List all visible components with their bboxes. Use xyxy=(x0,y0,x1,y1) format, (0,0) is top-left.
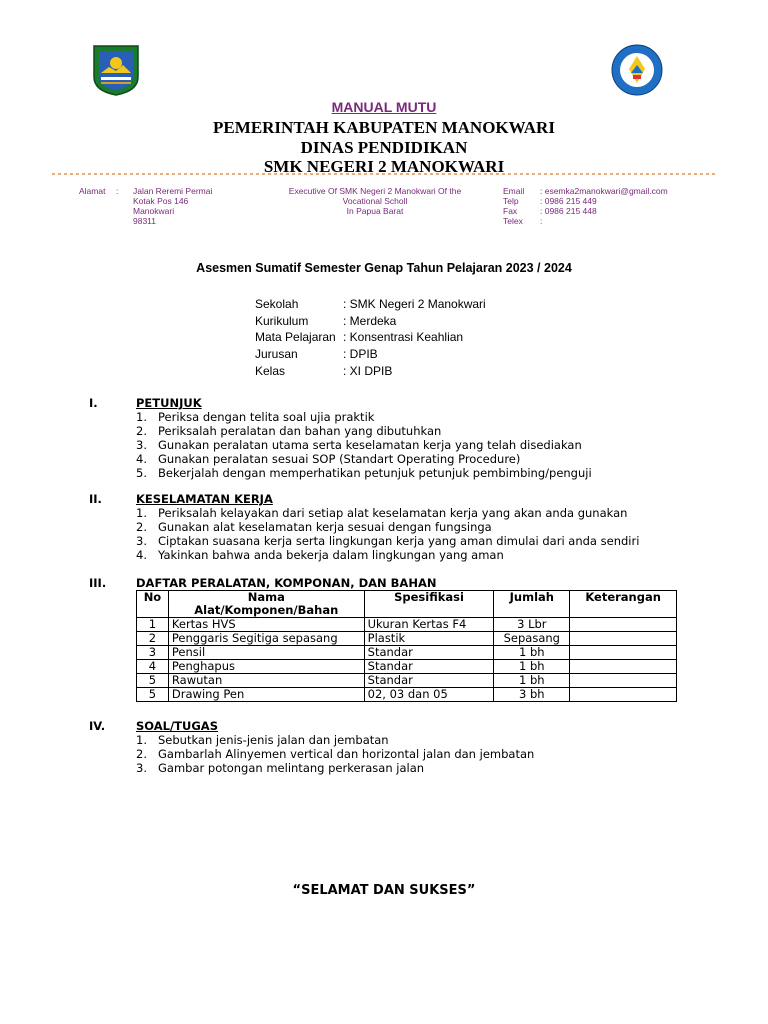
header-department: DINAS PENDIDIKAN xyxy=(300,138,468,157)
list-item: 1. Periksalah kelayakan dari setiap alat keselamatan kerja yang akan anda gunakan xyxy=(136,506,628,520)
info-row: Jurusan : DPIB xyxy=(255,347,378,362)
address-center: Executive Of SMK Negeri 2 Manokwari Of the Vocational Scholl In Papua Barat xyxy=(288,186,462,216)
table-header-row xyxy=(137,591,677,618)
col-header-jumlah: Jumlah xyxy=(494,591,570,618)
table-row: 3 Pensil Standar 1 bh xyxy=(137,646,677,660)
list-item: 1. Sebutkan jenis-jenis jalan dan jembatan xyxy=(136,733,389,747)
address-colon: : xyxy=(116,186,119,196)
table-row: 2 Penggaris Segitiga sepasang Plastik Sepasang xyxy=(137,632,677,646)
list-item: 5. Bekerjalah dengan memperhatikan petunjuk petunjuk pembimbing/penguji xyxy=(136,466,592,480)
contact-labels: Email Telp Fax Telex xyxy=(503,186,525,226)
header-divider xyxy=(52,172,718,176)
exam-info xyxy=(255,297,486,380)
list-item: 4. Yakinkan bahwa anda bekerja dalam lingkungan yang aman xyxy=(136,548,504,562)
list-item: 3. Gunakan peralatan utama serta keselamatan kerja yang telah disediakan xyxy=(136,438,582,452)
list-item: 1. Periksa dengan telita soal ujia praktik xyxy=(136,410,375,424)
table-row: 1 Kertas HVS Ukuran Kertas F4 3 Lbr xyxy=(137,618,677,632)
info-row: Kurikulum : Merdeka xyxy=(255,313,397,328)
section-soal-tugas: IV. SOAL/TUGAS 1. Sebutkan jenis-jenis jalan dan jembatan 2. Gambarlah Alinyemen vertical dan horizontal jalan dan jembatan 3. Gambar potongan melintang perkerasan jalan xyxy=(89,719,535,775)
list-item: 2. Gunakan alat keselamatan kerja sesuai dengan fungsinga xyxy=(136,520,492,534)
list-item: 3. Ciptakan suasana kerja serta lingkungan kerja yang aman dimulai dari anda sendiri xyxy=(136,534,640,548)
table-row: 5 Rawutan Standar 1 bh xyxy=(137,674,677,688)
section-petunjuk: I. PETUNJUK 1. Periksa dengan telita soal ujia praktik 2. Periksalah peralatan dan bahan yang dibutuhkan 3. Gunakan peralatan utama serta keselamatan kerja yang telah disediakan 4. Gunakan peralatan sesuai SOP (Standart Operating Procedure) 5. Bekerjalah dengan memperhatikan petunjuk petunjuk pembimbing/penguji xyxy=(89,396,592,480)
section-keselamatan-kerja: II. KESELAMATAN KERJA 1. Periksalah kelayakan dari setiap alat keselamatan kerja yang akan anda gunakan 2. Gunakan alat keselamatan kerja sesuai dengan fungsinga 3. Ciptakan suasana kerja serta lingkungan kerja yang aman dimulai dari anda sendiri 4. Yakinkan bahwa anda bekerja dalam lingkungan yang aman xyxy=(89,492,640,562)
col-header-keterangan: Keterangan xyxy=(570,591,677,618)
header-government: PEMERINTAH KABUPATEN MANOKWARI xyxy=(213,118,555,137)
list-item: 2. Periksalah peralatan dan bahan yang dibutuhkan xyxy=(136,424,442,438)
tut-wuri-handayani-icon xyxy=(611,43,663,97)
closing-message: “SELAMAT DAN SUKSES” xyxy=(292,883,476,898)
equipment-table xyxy=(136,590,677,702)
address-label: Alamat xyxy=(79,186,106,196)
col-header-nama: Nama Alat/Komponen/Bahan xyxy=(168,591,364,618)
list-item: 4. Gunakan peralatan sesuai SOP (Standart Operating Procedure) xyxy=(136,452,521,466)
col-header-no: No xyxy=(137,591,169,618)
section-daftar-peralatan: III. DAFTAR PERALATAN, KOMPONAN, DAN BAHAN xyxy=(89,576,437,590)
regency-emblem-icon xyxy=(91,43,141,97)
exam-title: Asesmen Sumatif Semester Genap Tahun Pelajaran 2023 / 2024 xyxy=(196,261,572,275)
info-row: Kelas : XI DPIB xyxy=(255,363,393,378)
contact-values: : esemka2manokwari@gmail.com : 0986 215 449 : 0986 215 448 : xyxy=(540,186,668,226)
header-school: SMK NEGERI 2 MANOKWARI xyxy=(263,157,505,176)
table-row: 5 Drawing Pen 02, 03 dan 05 3 bh xyxy=(137,688,677,702)
info-row: Mata Pelajaran : Konsentrasi Keahlian xyxy=(255,330,464,345)
info-row: Sekolah : SMK Negeri 2 Manokwari xyxy=(255,297,486,311)
address-lines: Jalan Reremi Permai Kotak Pos 146 Manokwari 98311 xyxy=(133,186,213,226)
list-item: 2. Gambarlah Alinyemen vertical dan horizontal jalan dan jembatan xyxy=(136,747,535,761)
list-item: 3. Gambar potongan melintang perkerasan jalan xyxy=(136,761,425,775)
col-header-spesifikasi: Spesifikasi xyxy=(364,591,494,618)
table-row: 4 Penghapus Standar 1 bh xyxy=(137,660,677,674)
manual-mutu-heading: MANUAL MUTU xyxy=(331,99,437,115)
